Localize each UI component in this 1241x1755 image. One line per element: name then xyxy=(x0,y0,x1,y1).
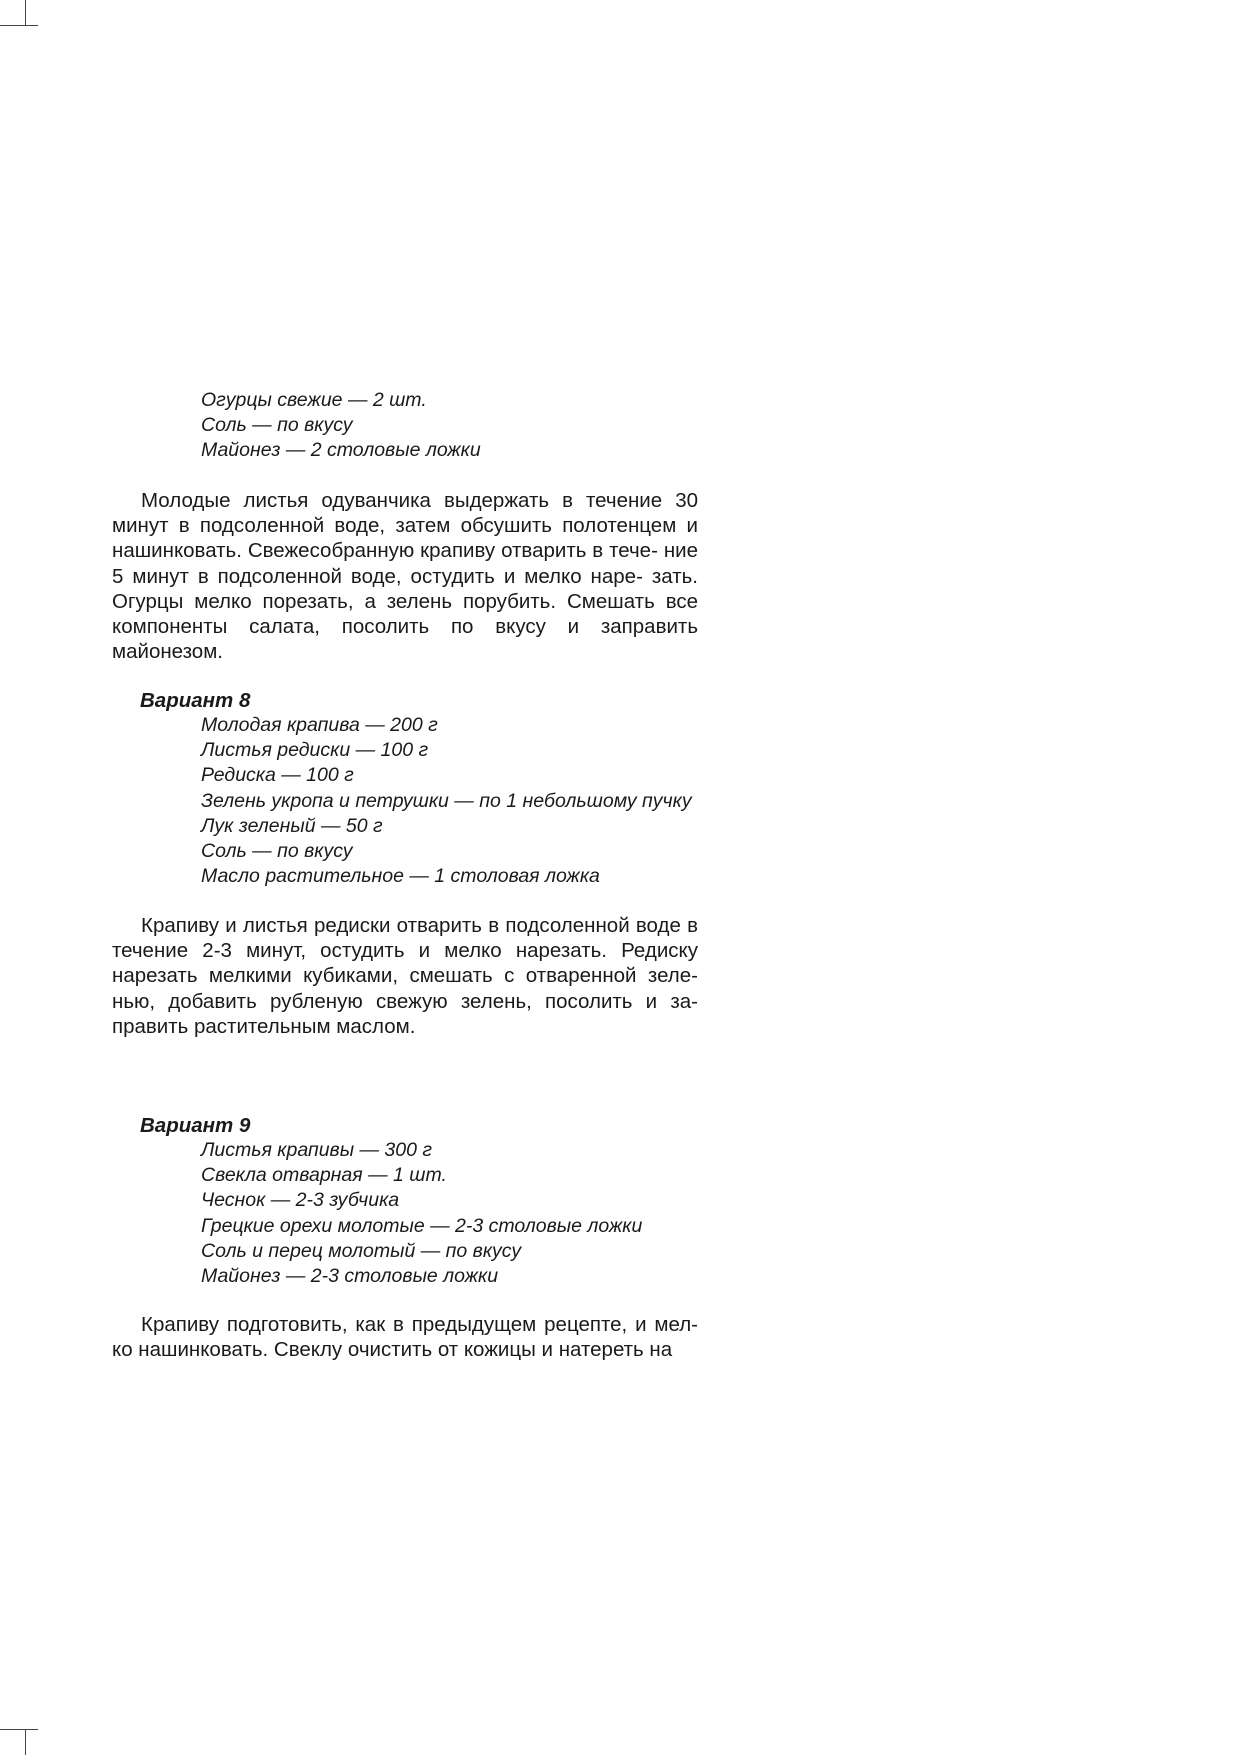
ingredient-item: Майонез — 2 столовые ложки xyxy=(201,439,481,462)
ingredient-item: Зелень укропа и петрушки — по 1 небольшому пучку xyxy=(201,789,692,812)
instruction-paragraph-1 xyxy=(112,488,698,664)
text-line: в течение 2-3 минут, остудить и мелко нарезать. Редиску xyxy=(112,914,698,963)
ingredient-item: Соль — по вкусу xyxy=(201,840,353,863)
top-ingredient-list xyxy=(201,388,481,464)
text-line: ние 5 минут в подсоленной воде, остудить и мелко наре- xyxy=(112,539,698,588)
text-line: минут в подсоленной воде, затем обсушить полотенцем xyxy=(112,514,677,538)
text-line: все компоненты салата, посолить по вкусу и заправить xyxy=(112,589,698,639)
variant-9-paragraph xyxy=(112,1312,698,1362)
ingredient-item: Грецкие орехи молотые — 2-3 столовые ложки xyxy=(201,1214,643,1237)
crop-mark-bottom-vertical xyxy=(25,1729,26,1755)
variant-9-heading: Вариант 9 xyxy=(140,1114,251,1137)
text-line: зать. Огурцы мелко порезать, а зелень порубить. Смешать xyxy=(112,564,698,613)
variant-9-ingredient-list xyxy=(201,1138,642,1289)
ingredient-item: Соль — по вкусу xyxy=(201,414,353,437)
ingredient-item: Масло растительное — 1 столовая ложка xyxy=(201,865,600,888)
ingredient-item: Лук зеленый — 50 г xyxy=(201,814,383,837)
text-line: и нашинковать. Свежесобранную крапиву отварить в тече- xyxy=(112,514,698,563)
ingredient-item: Молодая крапива — 200 г xyxy=(201,714,438,736)
text-line: править растительным маслом. xyxy=(112,1014,416,1038)
text-line: майонезом. xyxy=(112,640,223,664)
crop-mark-top-vertical xyxy=(25,0,26,26)
ingredient-item: Листья крапивы — 300 г xyxy=(201,1139,432,1161)
text-line: Молодые листья одуванчика выдержать в течение 30 xyxy=(141,489,698,512)
text-line: Крапиву подготовить, как в предыдущем рецепте, и мел- xyxy=(141,1313,698,1336)
ingredient-item: Листья редиски — 100 г xyxy=(201,739,429,762)
ingredient-item: Чеснок — 2-3 зубчика xyxy=(201,1189,400,1212)
ingredient-item: Огурцы свежие — 2 шт. xyxy=(201,389,427,411)
ingredient-item: Соль и перец молотый — по вкусу xyxy=(201,1239,522,1262)
text-line: нарезать мелкими кубиками, смешать с отваренной зеле- xyxy=(112,964,698,988)
variant-8-heading: Вариант 8 xyxy=(140,689,251,712)
ingredient-item: Свекла отварная — 1 шт. xyxy=(201,1164,447,1187)
text-line: ко нашинковать. Свеклу очистить от кожицы и натереть на xyxy=(112,1338,673,1362)
variant-8-ingredient-list xyxy=(201,713,692,889)
ingredient-item: Майонез — 2-3 столовые ложки xyxy=(201,1265,499,1288)
text-line: Крапиву и листья редиски отварить в подсоленной воде xyxy=(141,914,681,937)
variant-8-paragraph xyxy=(112,913,698,1039)
text-line: нью, добавить рубленую свежую зелень, посолить и за- xyxy=(112,989,698,1013)
crop-mark-bottom-horizontal xyxy=(0,1729,38,1730)
crop-mark-top-horizontal xyxy=(0,25,38,26)
ingredient-item: Редиска — 100 г xyxy=(201,764,354,787)
